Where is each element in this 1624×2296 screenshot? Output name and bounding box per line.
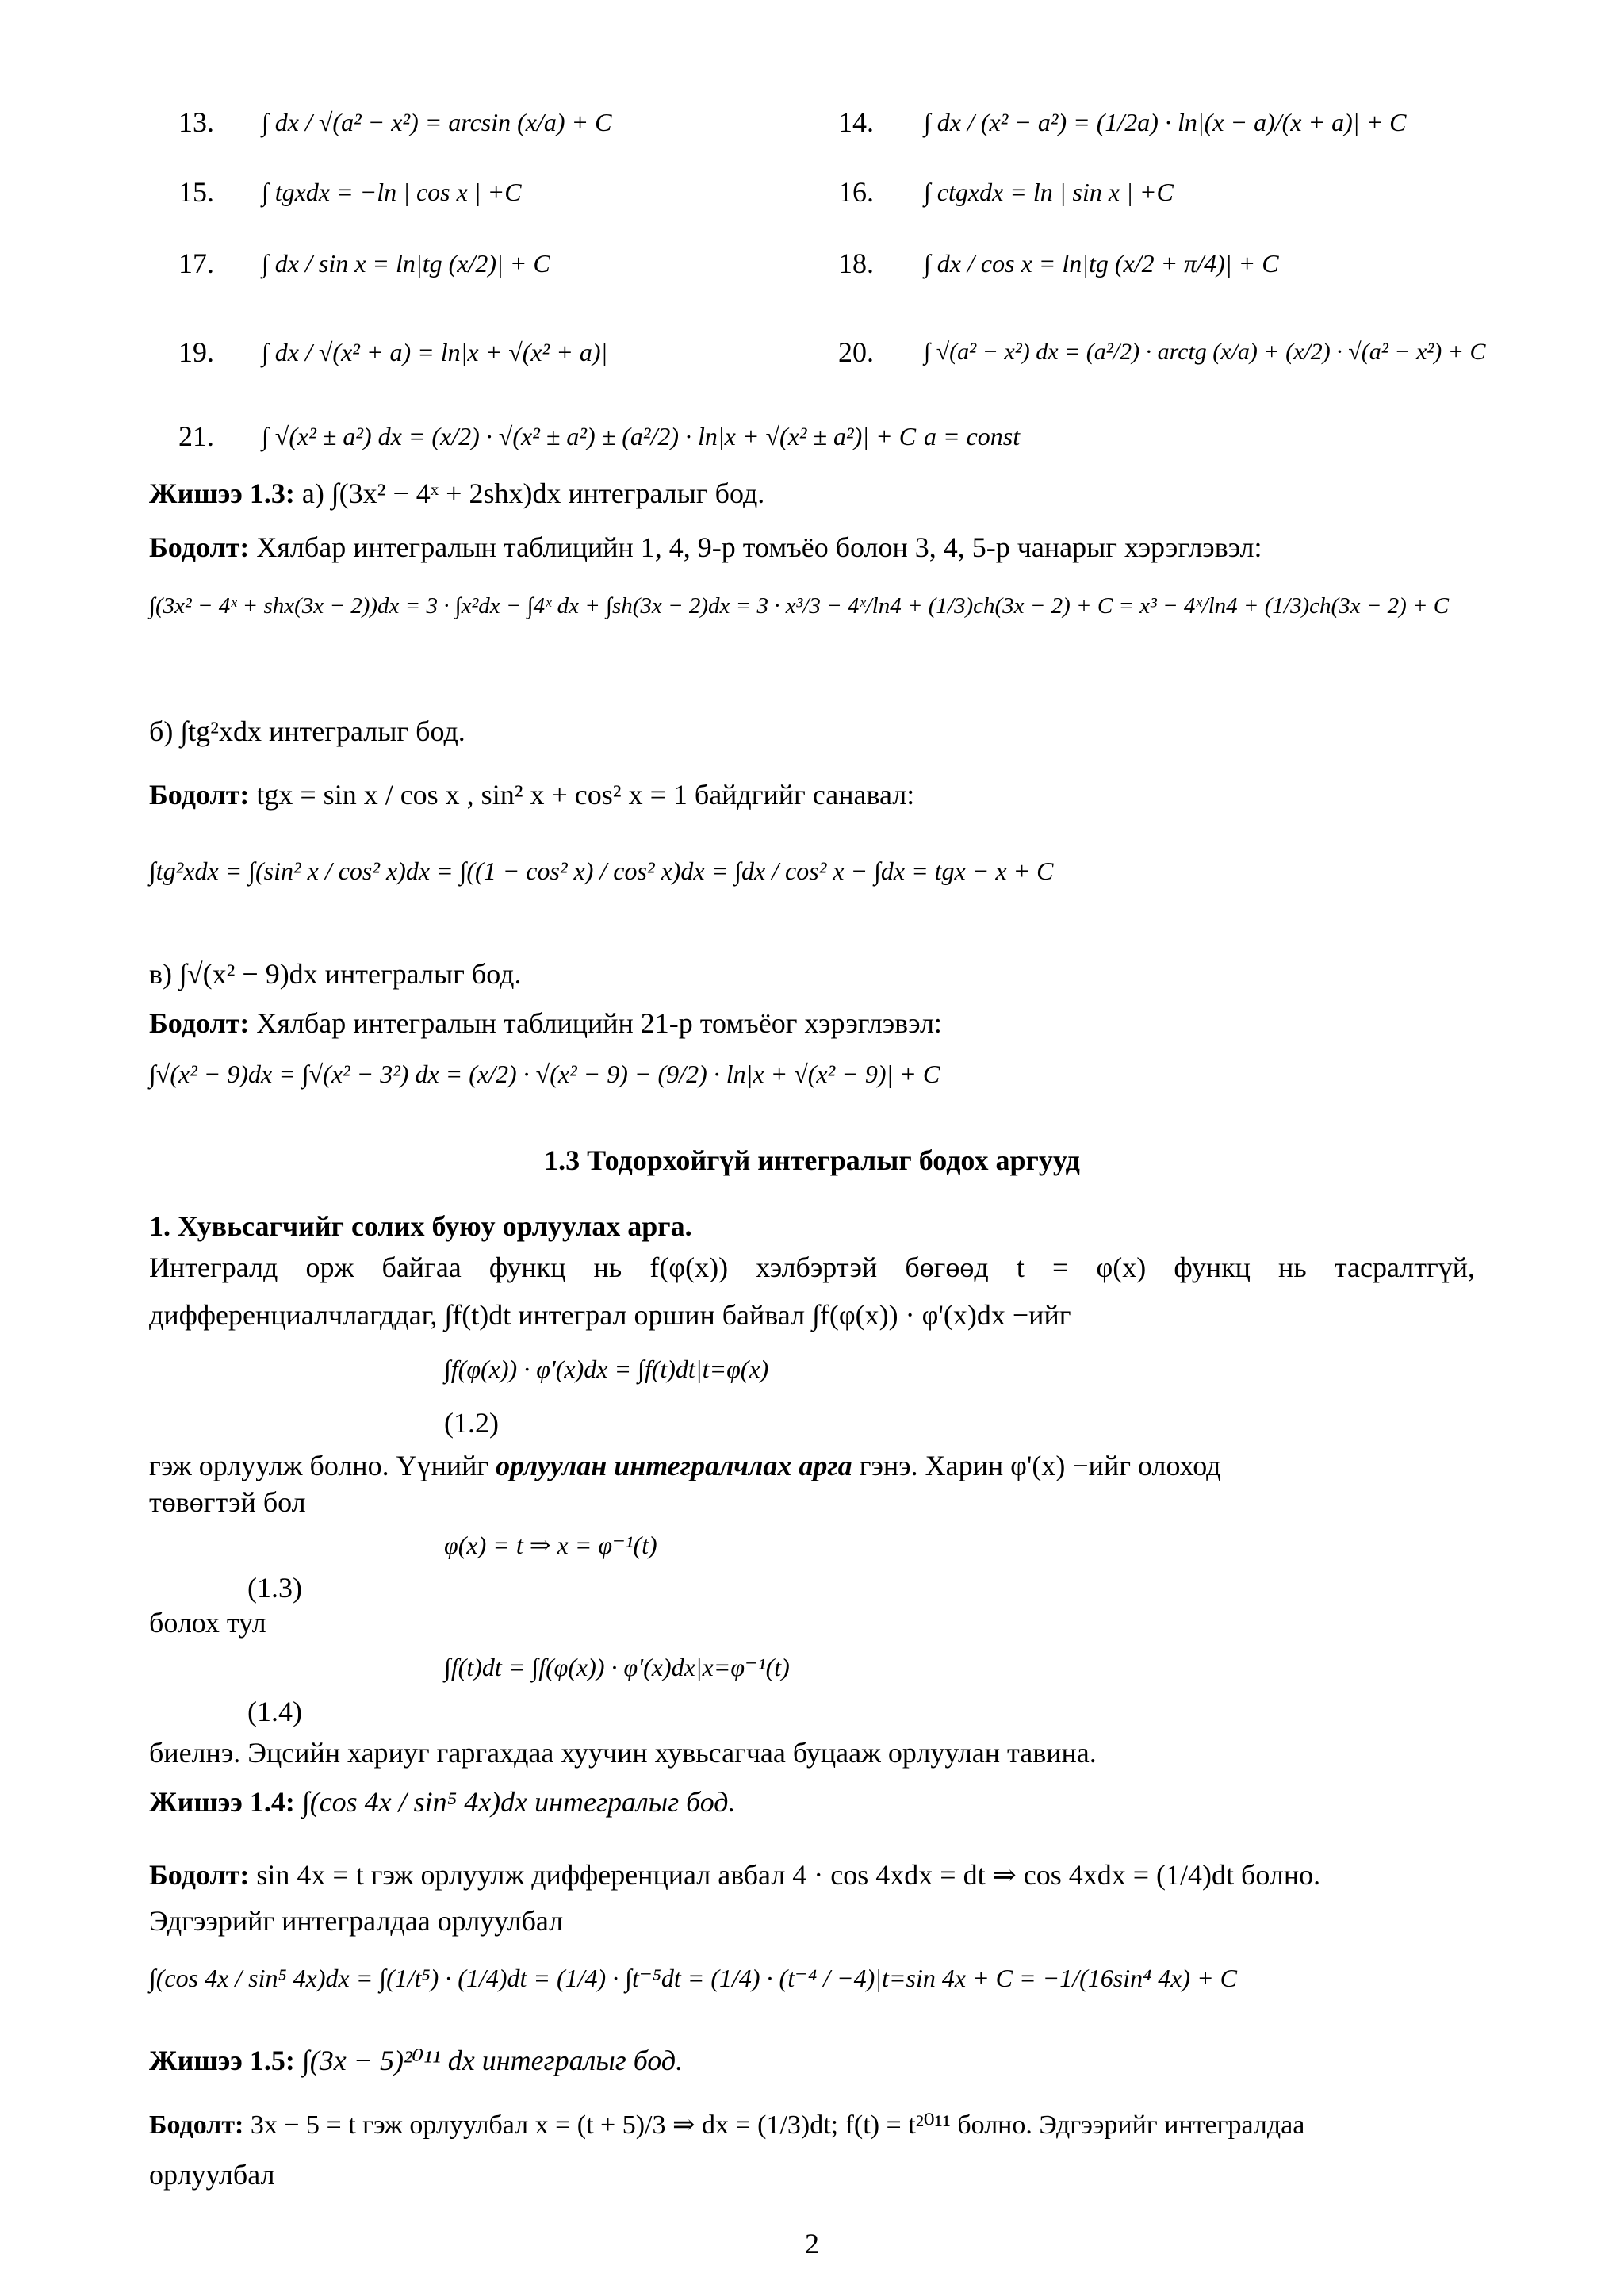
solution-equation: ∫√(x² − 9)dx = ∫√(x² − 3²) dx = (x/2) · √(x² − 9) − (9/2) · ln|x + √(x² − 9)| + C bbox=[149, 1060, 940, 1088]
solution-label: Бодолт: bbox=[149, 1007, 250, 1039]
formula-number: 21. bbox=[178, 420, 214, 452]
solution-equation: ∫tg²xdx = ∫(sin² x / cos² x)dx = ∫((1 − cos² x) / cos² x)dx = ∫dx / cos² x − ∫dx = tgx − x + C bbox=[149, 857, 1054, 885]
equation-1-2: ∫f(φ(x)) · φ'(x)dx = ∫f(t)dt|t=φ(x) bbox=[444, 1355, 769, 1383]
formula-17: ∫ dx / sin x = ln|tg (x/2)| + C bbox=[262, 249, 550, 278]
paragraph-text: гэж орлуулж болно. Үүнийг bbox=[149, 1450, 489, 1481]
solution-label: Бодолт: bbox=[149, 1859, 250, 1891]
page-number: 2 bbox=[805, 2228, 819, 2260]
solution-line bbox=[149, 1006, 942, 1041]
paragraph-line: болох тул bbox=[149, 1607, 266, 1639]
formula-21: ∫ √(x² ± a²) dx = (x/2) · √(x² ± a²) ± (a²/2) · ln|x + √(x² ± a²)| + C bbox=[262, 422, 917, 450]
solution-equation: ∫(cos 4x / sin⁵ 4x)dx = ∫(1/t⁵) · (1/4)dt = (1/4) · ∫t⁻⁵dt = (1/4) · (t⁻⁴ / −4)|t=sin 4x + C = −1/(16sin⁴ 4x) + C bbox=[149, 1964, 1237, 1992]
formula-number: 16. bbox=[838, 176, 874, 208]
solution-equation: ∫(3x² − 4ˣ + shx(3x − 2))dx = 3 · ∫x²dx − ∫4ˣ dx + ∫sh(3x − 2)dx = 3 · x³/3 − 4ˣ/ln4 + (1/3)ch(3x − 2) + C = x³ − 4ˣ/ln4 + (1/3)ch(3x − 2) + C bbox=[149, 593, 1450, 619]
example-task: ∫(3x − 5)²⁰¹¹ dx интегралыг бод. bbox=[301, 2045, 684, 2076]
solution-line bbox=[149, 777, 914, 812]
example-label: Жишээ 1.4: bbox=[149, 1786, 295, 1818]
example-1-4-line bbox=[149, 1784, 736, 1819]
solution-line bbox=[149, 530, 1262, 565]
paragraph-line bbox=[149, 1448, 1220, 1483]
example-part-b: б) ∫tg²xdx интегралыг бод. bbox=[149, 715, 465, 747]
solution-line bbox=[149, 1857, 1320, 1892]
formula-number: 19. bbox=[178, 336, 214, 368]
emphasis-term: орлуулан интегралчлах арга bbox=[496, 1450, 852, 1481]
paragraph-line: биелнэ. Эцсийн хариуг гаргахдаа хуучин хувьсагчаа буцааж орлуулан тавина. bbox=[149, 1737, 1097, 1769]
formula-number: 18. bbox=[838, 247, 874, 279]
example-task: ∫(cos 4x / sin⁵ 4x)dx интегралыг бод. bbox=[301, 1786, 736, 1818]
example-task: а) ∫(3x² − 4ˣ + 2shx)dx интегралыг бод. bbox=[301, 477, 765, 509]
paragraph-text: гэнэ. Харин φ'(x) −ийг олоход bbox=[859, 1450, 1221, 1481]
example-label: Жишээ 1.3: bbox=[149, 477, 295, 509]
solution-text: Хялбар интегралын таблицийн 21-р томъёог хэрэглэвэл: bbox=[256, 1007, 942, 1039]
solution-label: Бодолт: bbox=[149, 779, 250, 811]
equation-1-3: φ(x) = t ⇒ x = φ⁻¹(t) bbox=[444, 1531, 657, 1559]
constant-note: a = const bbox=[924, 422, 1021, 450]
solution-line bbox=[149, 2108, 1304, 2143]
example-1-5-line bbox=[149, 2043, 683, 2078]
example-part-c: в) ∫√(x² − 9)dx интегралыг бод. bbox=[149, 958, 522, 990]
formula-number: 17. bbox=[178, 247, 214, 279]
formula-13: ∫ dx / √(a² − x²) = arcsin (x/a) + C bbox=[262, 108, 612, 136]
equation-1-4: ∫f(t)dt = ∫f(φ(x)) · φ'(x)dx|x=φ⁻¹(t) bbox=[444, 1653, 790, 1681]
paragraph-line: орлуулбал bbox=[149, 2159, 275, 2191]
formula-19: ∫ dx / √(x² + a) = ln|x + √(x² + a)| bbox=[262, 338, 608, 366]
solution-text: sin 4x = t гэж орлуулж дифференциал авбал 4 · cos 4xdx = dt ⇒ cos 4xdx = (1/4)dt болно. bbox=[256, 1859, 1321, 1891]
example-1-3-line bbox=[149, 476, 764, 511]
formula-15: ∫ tgxdx = −ln | cos x | +C bbox=[262, 178, 522, 206]
section-title: 1.3 Тодорхойгүй интегралыг бодох аргууд bbox=[544, 1144, 1080, 1176]
formula-number: 14. bbox=[838, 106, 874, 138]
equation-number: (1.2) bbox=[444, 1407, 499, 1439]
paragraph-line: төвөгтэй бол bbox=[149, 1486, 306, 1518]
solution-label: Бодолт: bbox=[149, 531, 250, 563]
formula-16: ∫ ctgxdx = ln | sin x | +C bbox=[924, 178, 1174, 206]
subsection-title: 1. Хувьсагчийг солих буюу орлуулах арга. bbox=[149, 1210, 692, 1242]
example-label: Жишээ 1.5: bbox=[149, 2045, 295, 2076]
formula-18: ∫ dx / cos x = ln|tg (x/2 + π/4)| + C bbox=[924, 249, 1279, 278]
equation-number: (1.4) bbox=[247, 1696, 302, 1727]
paragraph-line: Эдгээрийг интегралдаа орлуулбал bbox=[149, 1905, 564, 1937]
formula-number: 15. bbox=[178, 176, 214, 208]
formula-number: 20. bbox=[838, 336, 874, 368]
paragraph-line: дифференциалчлагддаг, ∫f(t)dt интеграл оршин байвал ∫f(φ(x)) · φ'(x)dx −ийг bbox=[149, 1299, 1071, 1331]
equation-number: (1.3) bbox=[247, 1572, 302, 1604]
formula-14: ∫ dx / (x² − a²) = (1/2a) · ln|(x − a)/(x + a)| + C bbox=[924, 108, 1407, 136]
solution-text: 3x − 5 = t гэж орлуулбал x = (t + 5)/3 ⇒ dx = (1/3)dt; f(t) = t²⁰¹¹ болно. Эдгээрийг интегралдаа bbox=[250, 2110, 1305, 2140]
formula-number: 13. bbox=[178, 106, 214, 138]
paragraph-line: Интегралд орж байгаа функц нь f(φ(x)) хэлбэртэй бөгөөд t = φ(x) функц нь тасралтгүй, bbox=[149, 1251, 1475, 1283]
solution-label: Бодолт: bbox=[149, 2110, 244, 2140]
solution-text: Хялбар интегралын таблицийн 1, 4, 9-р томъёо болон 3, 4, 5-р чанарыг хэрэглэвэл: bbox=[256, 531, 1262, 563]
formula-20: ∫ √(a² − x²) dx = (a²/2) · arctg (x/a) + (x/2) · √(a² − x²) + C bbox=[924, 339, 1486, 365]
solution-text: tgx = sin x / cos x , sin² x + cos² x = 1 байдгийг санавал: bbox=[256, 779, 915, 811]
